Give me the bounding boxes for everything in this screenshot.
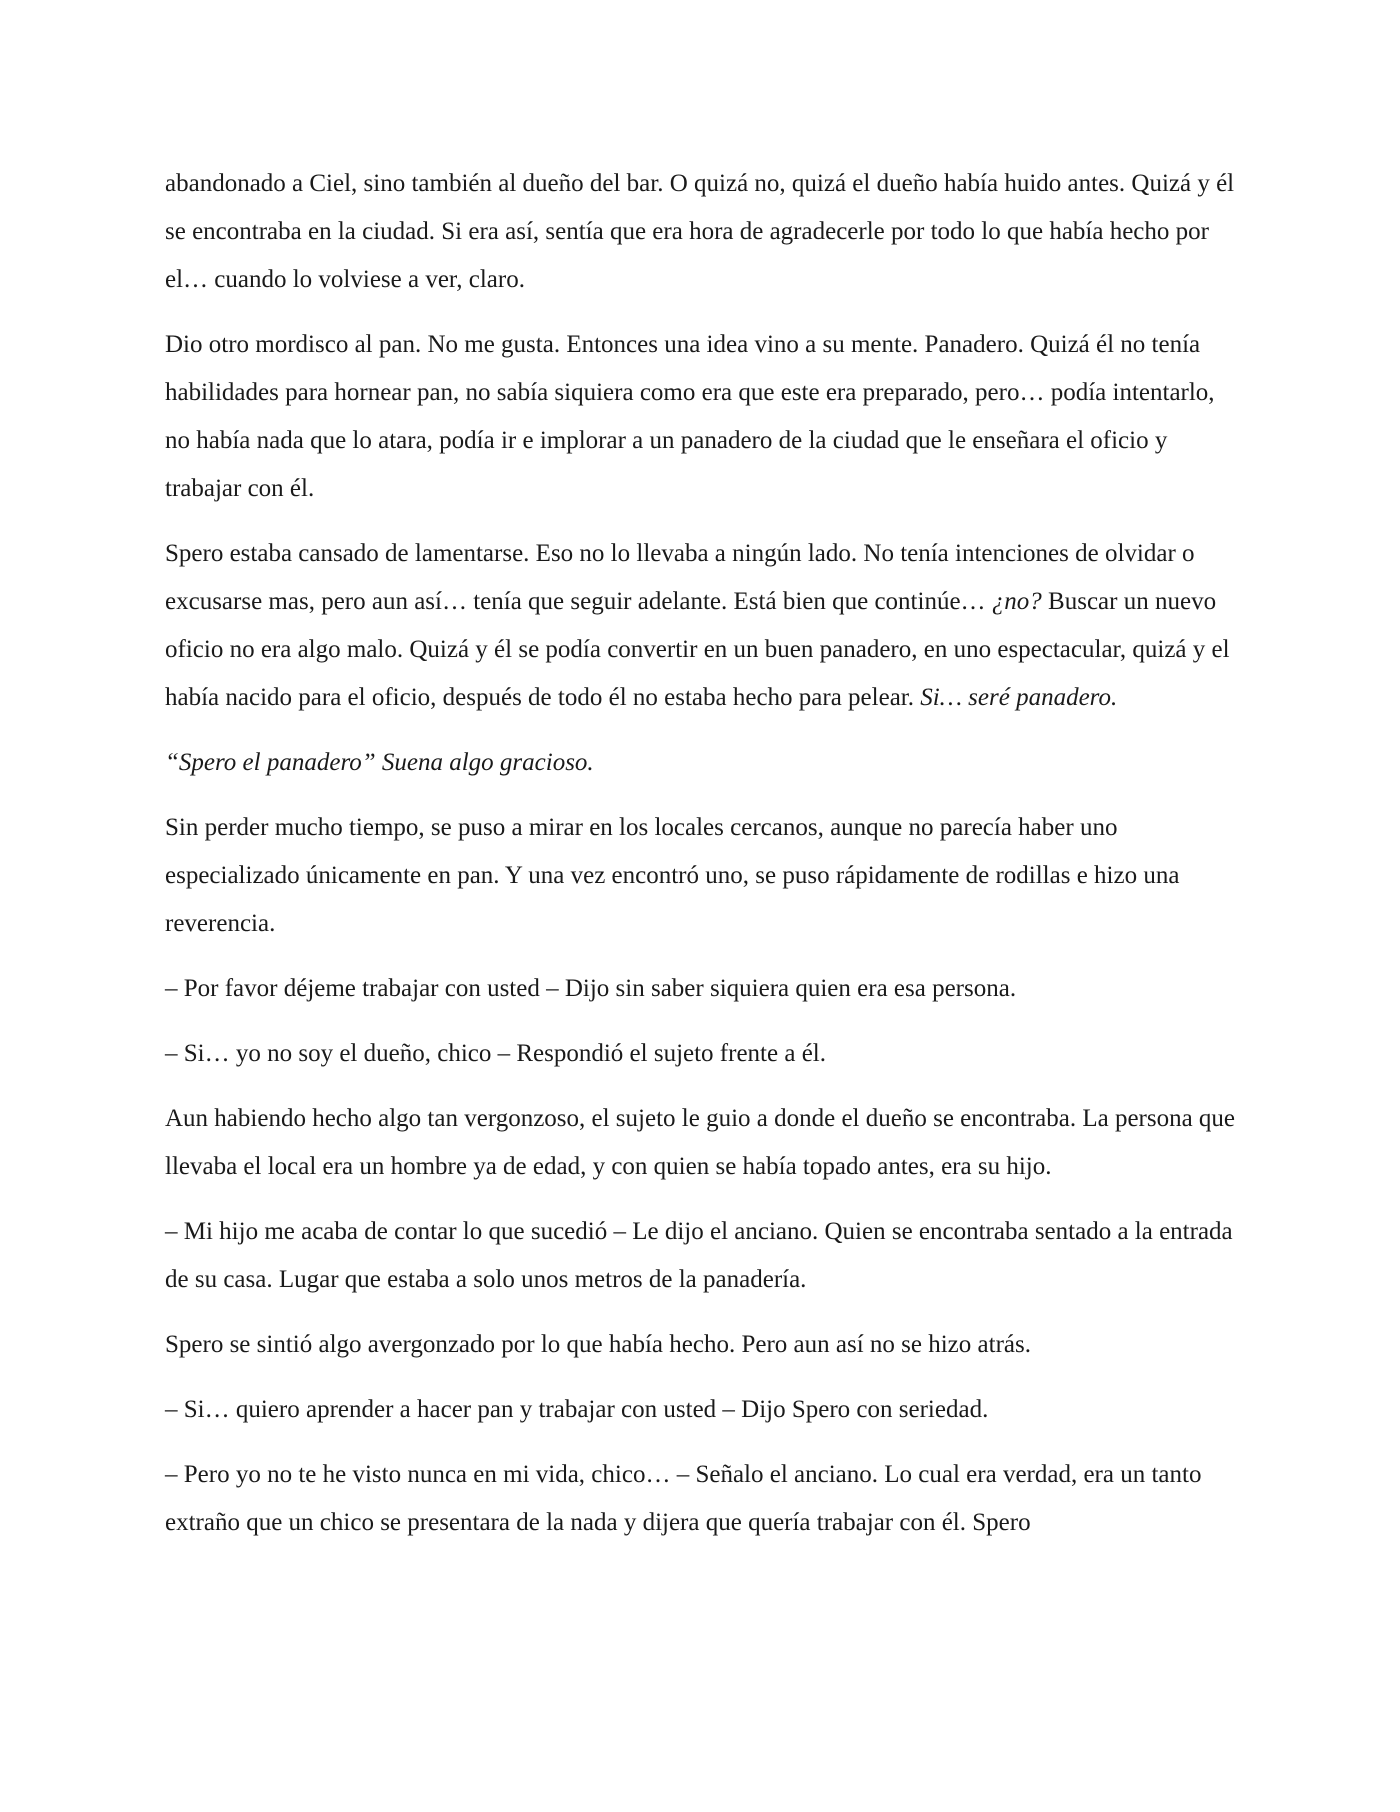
paragraph-text: Spero estaba cansado de lamentarse. Eso no lo llevaba a ningún lado. No tenía intenciones de olvidar o excusarse mas, pero aun así… tenía que seguir adelante. Está bien que continúe… — [165, 540, 1195, 615]
italic-text: ¿no? — [991, 588, 1042, 615]
paragraph-text: – Pero yo no te he visto nunca en mi vida, chico… – Señalo el anciano. Lo cual era verdad, era un tanto extraño que un chico se presentara de la nada y dijera que quería trabajar con él. Spero — [165, 1461, 1202, 1536]
paragraph-1 — [165, 160, 1245, 304]
paragraph-text: – Si… quiero aprender a hacer pan y trabajar con usted – Dijo Spero con seriedad. — [165, 1396, 989, 1423]
italic-text: Si… seré panadero. — [920, 684, 1118, 711]
paragraph-2 — [165, 321, 1245, 513]
paragraph-text: Buscar un nuevo oficio no era algo malo. Quizá y él se podía convertir en un buen panadero, en uno espectacular, quizá y el había nacido para el oficio, después de todo él no estaba hecho para pelear. — [165, 588, 1230, 711]
paragraph-text: abandonado a Ciel, sino también al dueño del bar. O quizá no, quizá el dueño había huido antes. Quizá y él se encontraba en la ciudad. Si era así, sentía que era hora de agradecerle por todo lo que había hecho por el… cuando lo volviese a ver, claro. — [165, 170, 1235, 293]
paragraph-4 — [165, 739, 1245, 787]
paragraph-text: Dio otro mordisco al pan. No me gusta. Entonces una idea vino a su mente. Panadero. Quizá él no tenía habilidades para hornear pan, no sabía siquiera como era que este era preparado, pero… podía intentarlo, no había nada que lo atara, podía ir e implorar a un panadero de la ciudad que le enseñara el oficio y trabajar con él. — [165, 331, 1215, 502]
paragraph-text: Spero se sintió algo avergonzado por lo que había hecho. Pero aun así no se hizo atrás. — [165, 1331, 1031, 1358]
paragraph-8 — [165, 1095, 1245, 1191]
paragraph-text: – Si… yo no soy el dueño, chico – Respondió el sujeto frente a él. — [165, 1040, 826, 1067]
document-body — [165, 160, 1245, 1564]
dialogue-line-2 — [165, 1030, 1245, 1078]
dialogue-line-4 — [165, 1386, 1245, 1434]
paragraph-text: Sin perder mucho tiempo, se puso a mirar en los locales cercanos, aunque no parecía haber uno especializado únicamente en pan. Y una vez encontró uno, se puso rápidamente de rodillas e hizo una reverencia. — [165, 814, 1180, 937]
paragraph-text: Aun habiendo hecho algo tan vergonzoso, el sujeto le guio a donde el dueño se encontraba. La persona que llevaba el local era un hombre ya de edad, y con quien se había topado antes, era su hijo. — [165, 1105, 1236, 1180]
paragraph-10 — [165, 1321, 1245, 1369]
paragraph-text: – Mi hijo me acaba de contar lo que sucedió – Le dijo el anciano. Quien se encontraba sentado a la entrada de su casa. Lugar que estaba a solo unos metros de la panadería. — [165, 1218, 1233, 1293]
paragraph-3 — [165, 530, 1245, 722]
paragraph-text: – Por favor déjeme trabajar con usted – Dijo sin saber siquiera quien era esa persona. — [165, 975, 1017, 1002]
italic-text: “Spero el panadero” Suena algo gracioso. — [165, 749, 594, 776]
dialogue-line-5 — [165, 1451, 1245, 1547]
paragraph-5 — [165, 804, 1245, 948]
dialogue-line-1 — [165, 965, 1245, 1013]
dialogue-line-3 — [165, 1208, 1245, 1304]
